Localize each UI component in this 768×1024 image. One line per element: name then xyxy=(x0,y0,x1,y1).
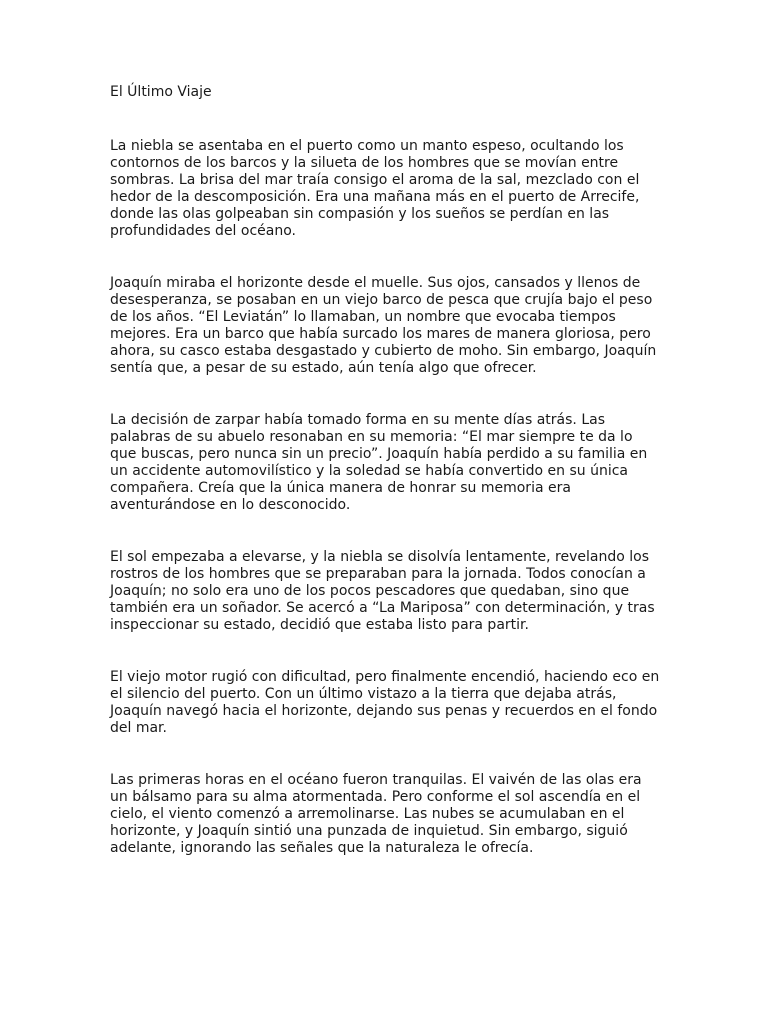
document-body xyxy=(110,84,662,892)
paragraph-4: El sol empezaba a elevarse, y la niebla se disolvía lentamente, revelando los rostros de los hombres que se preparaban para la jornada. Todos conocían a Joaquín; no solo era uno de los pocos pescadores que quedaban, sino que también era un soñador. Se acercó a “La Mariposa” con determinación, y tras inspeccionar su estado, decidió que estaba listo para partir. xyxy=(110,549,655,633)
paragraph-3: La decisión de zarpar había tomado forma en su mente días atrás. Las palabras de su abuelo resonaban en su memoria: “El mar siempre te da lo que buscas, pero nunca sin un precio”. Joaquín había perdido a su familia en un accidente automovilístico y la soledad se había convertido en su única compañera. Creía que la única manera de honrar su memoria era aventurándose en lo desconocido. xyxy=(110,412,648,513)
paragraph-1: La niebla se asentaba en el puerto como un manto espeso, ocultando los contornos de los barcos y la silueta de los hombres que se movían entre sombras. La brisa del mar traía consigo el aroma de la sal, mezclado con el hedor de la descomposición. Era una mañana más en el puerto de Arrecife, donde las olas golpeaban sin compasión y los sueños se perdían en las profundidades del océano. xyxy=(110,138,640,239)
document-title: El Último Viaje xyxy=(110,84,212,100)
paragraph-5: El viejo motor rugió con dificultad, pero finalmente encendió, haciendo eco en el silencio del puerto. Con un último vistazo a la tierra que dejaba atrás, Joaquín navegó hacia el horizonte, dejando sus penas y recuerdos en el fondo del mar. xyxy=(110,669,660,736)
paragraph-6: Las primeras horas en el océano fueron tranquilas. El vaivén de las olas era un bálsamo para su alma atormentada. Pero conforme el sol ascendía en el cielo, el viento comenzó a arremolinarse. Las nubes se acumulaban en el horizonte, y Joaquín sintió una punzada de inquietud. Sin embargo, siguió adelante, ignorando las señales que la naturaleza le ofrecía. xyxy=(110,772,642,856)
paragraph-2: Joaquín miraba el horizonte desde el muelle. Sus ojos, cansados y llenos de desesperanza, se posaban en un viejo barco de pesca que crujía bajo el peso de los años. “El Leviatán” lo llamaban, un nombre que evocaba tiempos mejores. Era un barco que había surcado los mares de manera gloriosa, pero ahora, su casco estaba desgastado y cubierto de moho. Sin embargo, Joaquín sentía que, a pesar de su estado, aún tenía algo que ofrecer. xyxy=(110,275,657,376)
